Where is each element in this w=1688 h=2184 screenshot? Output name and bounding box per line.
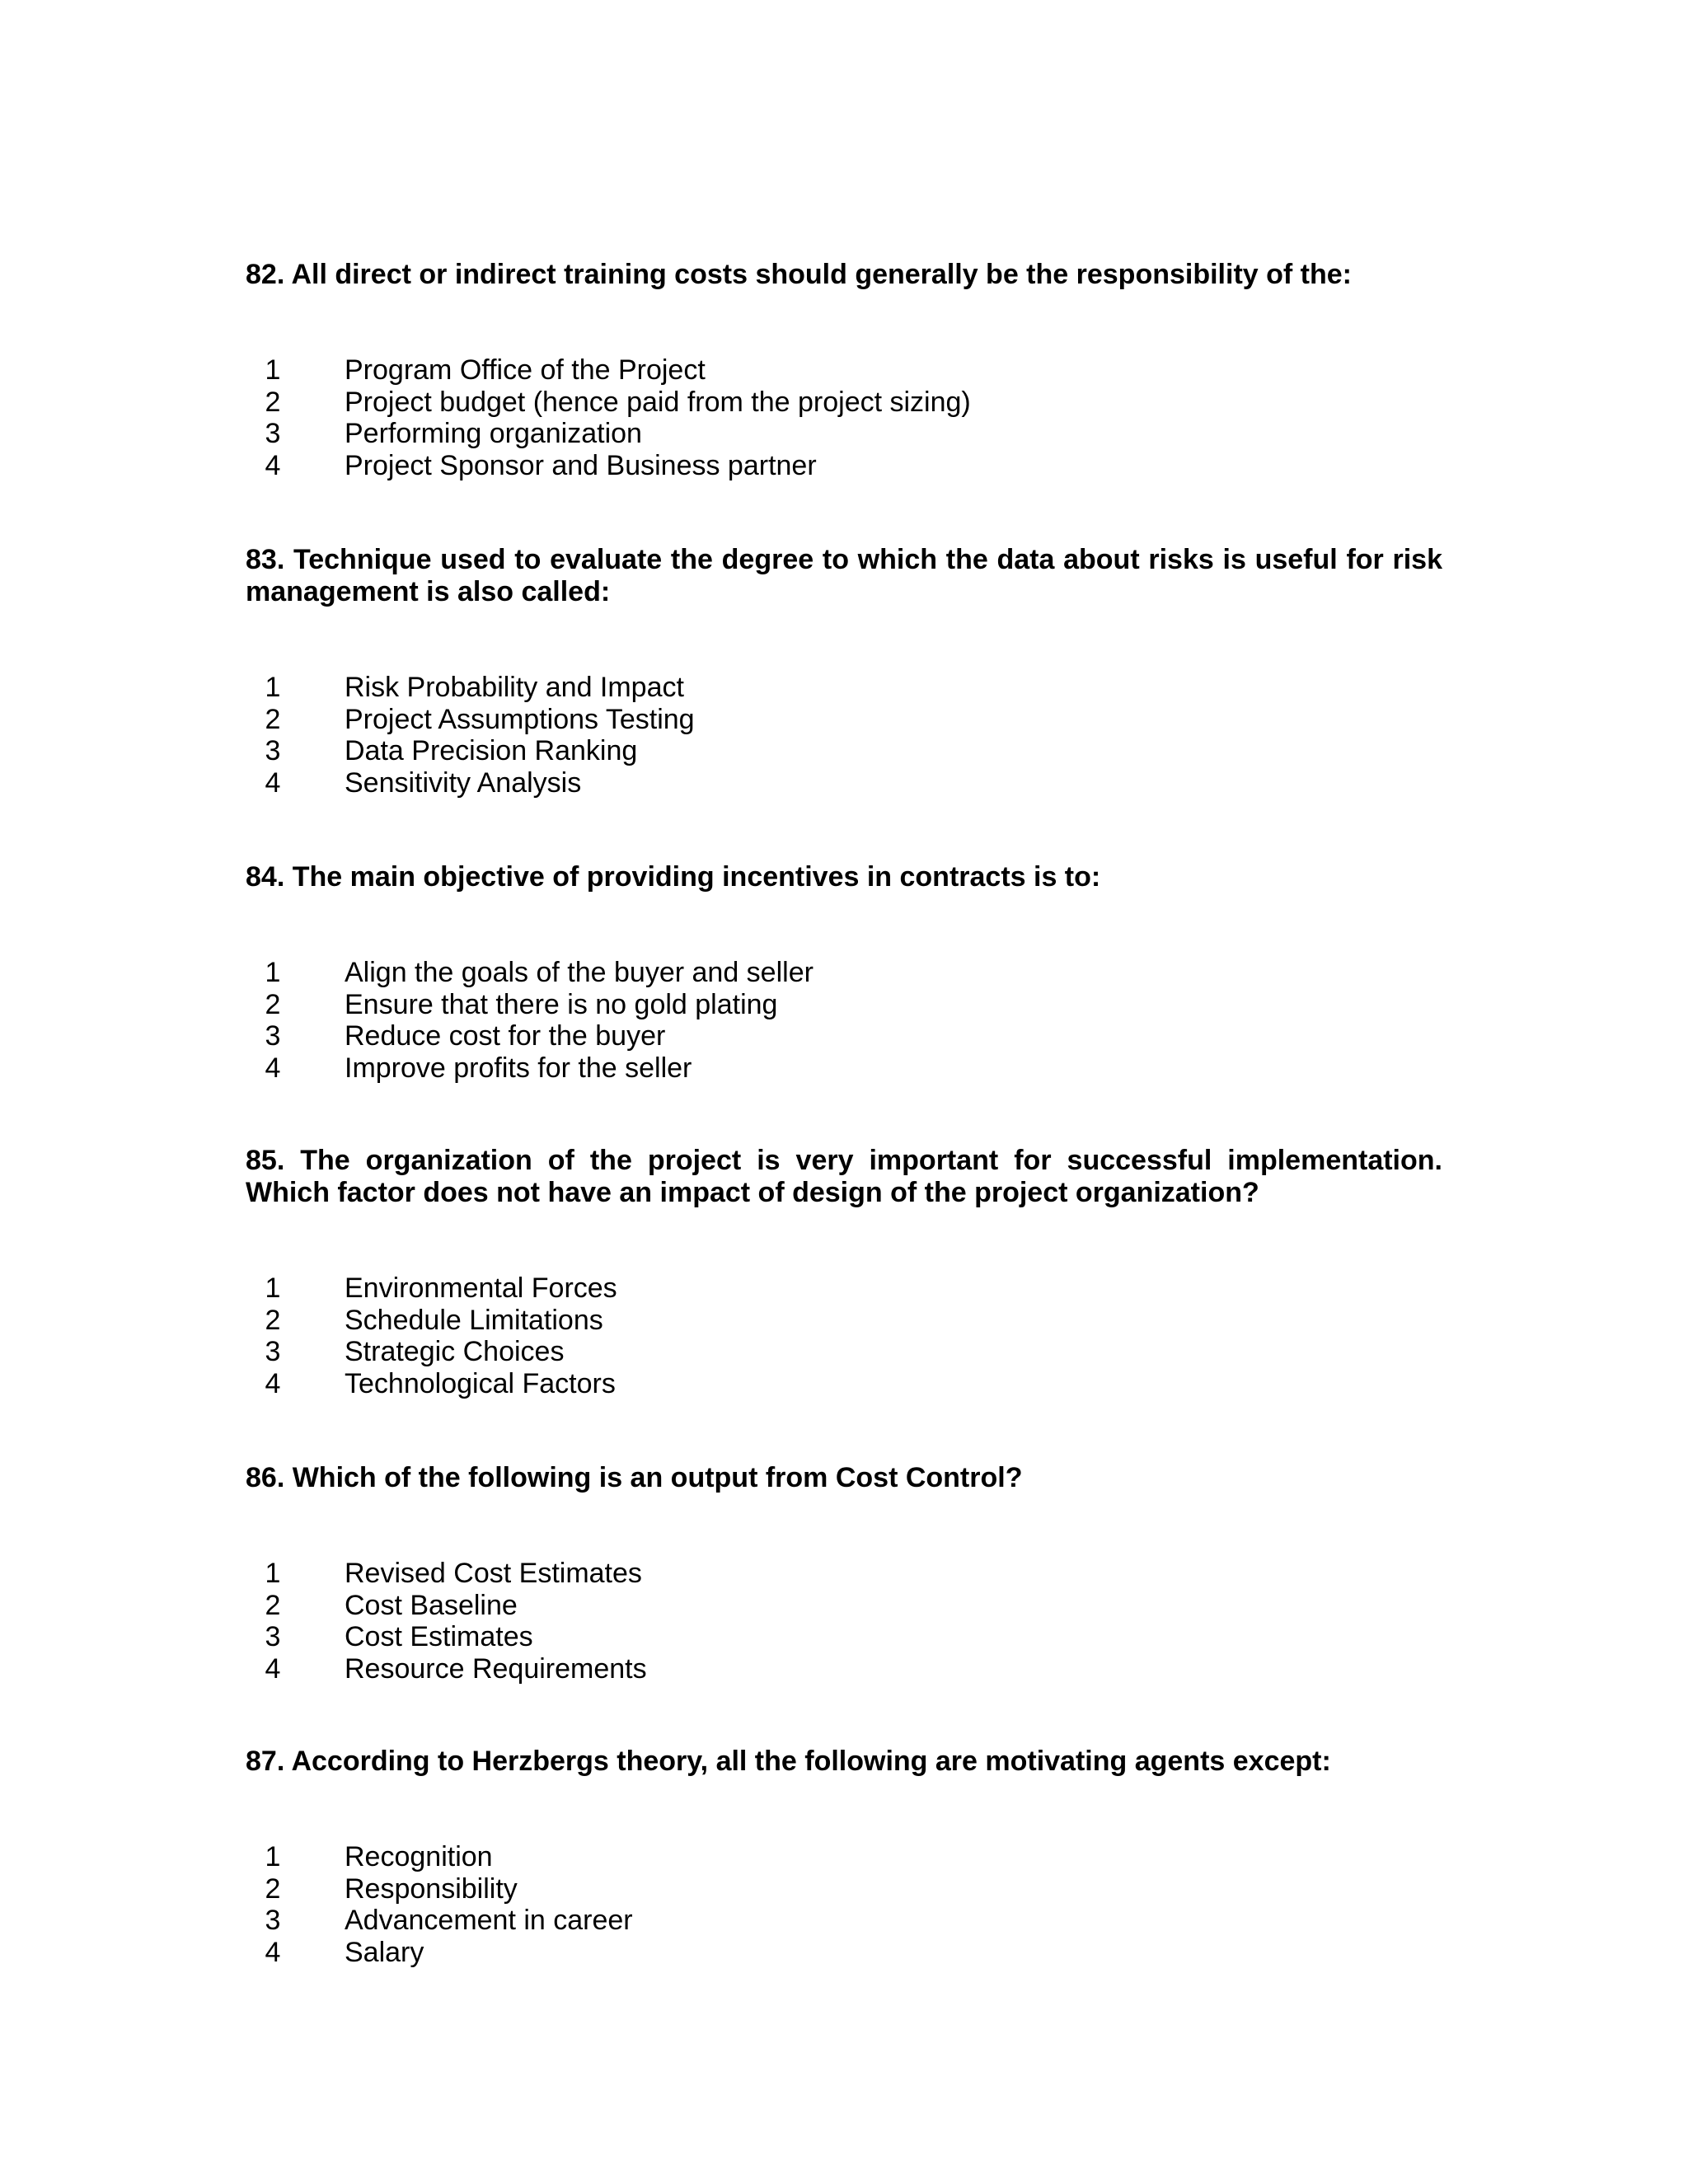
- question-84: [246, 861, 1442, 1084]
- question-title: 87. According to Herzbergs theory, all the following are motivating agents except:: [246, 1746, 1331, 1777]
- answer-option: [246, 704, 1442, 736]
- answer-options: [246, 1558, 1442, 1685]
- answer-option: [246, 1305, 1442, 1337]
- answer-option: [246, 735, 1442, 767]
- option-text: Cost Estimates: [345, 1621, 533, 1652]
- question-title: 84. The main objective of providing incentives in contracts is to:: [246, 861, 1101, 893]
- answer-option: [246, 957, 1442, 989]
- option-number: 2: [265, 1589, 281, 1621]
- option-number: 3: [265, 1905, 281, 1936]
- option-text: Performing organization: [345, 418, 642, 449]
- option-text: Technological Factors: [345, 1367, 616, 1399]
- option-text: Project Assumptions Testing: [345, 703, 695, 735]
- option-text: Project Sponsor and Business partner: [345, 449, 817, 481]
- option-number: 4: [265, 449, 281, 481]
- option-number: 2: [265, 1304, 281, 1336]
- option-number: 3: [265, 418, 281, 449]
- option-text: Align the goals of the buyer and seller: [345, 957, 814, 988]
- answer-option: [246, 1905, 1442, 1937]
- option-text: Responsibility: [345, 1872, 518, 1905]
- option-text: Data Precision Ranking: [345, 735, 638, 766]
- answer-option: [246, 1020, 1442, 1052]
- option-text: Project budget (hence paid from the project sizing): [345, 386, 971, 418]
- question-87: [246, 1746, 1442, 1968]
- option-text: Resource Requirements: [345, 1652, 647, 1685]
- question-title: 82. All direct or indirect training costs should generally be the responsibility of the:: [246, 259, 1352, 290]
- option-number: 1: [265, 672, 281, 703]
- answer-option: [246, 450, 1442, 482]
- option-number: 3: [265, 1020, 281, 1052]
- answer-options: [246, 1272, 1442, 1399]
- answer-option: [246, 1368, 1442, 1400]
- option-number: 2: [265, 386, 281, 418]
- answer-option: [246, 1590, 1442, 1622]
- question-title: 83. Technique used to evaluate the degree to which the data about risks is useful for risk management is also called:: [246, 544, 1442, 607]
- answer-option: [246, 1841, 1442, 1873]
- option-number: 2: [265, 988, 281, 1020]
- option-number: 3: [265, 735, 281, 766]
- option-number: 1: [265, 354, 281, 386]
- answer-option: [246, 1873, 1442, 1905]
- option-text: Salary: [345, 1936, 424, 1968]
- answer-option: [246, 989, 1442, 1021]
- option-number: 2: [265, 1872, 281, 1905]
- question-title: 85. The organization of the project is very important for successful implementation. Which factor does not have an impact of design of the project organization?: [246, 1145, 1442, 1208]
- option-number: 1: [265, 1841, 281, 1872]
- answer-option: [246, 767, 1442, 799]
- question-86: [246, 1462, 1442, 1685]
- answer-option: [246, 354, 1442, 387]
- option-number: 4: [265, 1936, 281, 1968]
- option-number: 4: [265, 1052, 281, 1084]
- option-text: Cost Baseline: [345, 1589, 518, 1621]
- option-text: Risk Probability and Impact: [345, 672, 684, 703]
- answer-options: [246, 957, 1442, 1084]
- option-text: Recognition: [345, 1841, 493, 1872]
- option-number: 1: [265, 1272, 281, 1304]
- option-number: 4: [265, 1652, 281, 1685]
- option-number: 3: [265, 1621, 281, 1652]
- option-number: 1: [265, 957, 281, 988]
- answer-option: [246, 1336, 1442, 1368]
- option-text: Environmental Forces: [345, 1272, 617, 1304]
- option-text: Ensure that there is no gold plating: [345, 988, 778, 1020]
- question-82: [246, 259, 1442, 481]
- answer-option: [246, 1052, 1442, 1085]
- answer-options: [246, 672, 1442, 799]
- answer-option: [246, 418, 1442, 450]
- option-text: Strategic Choices: [345, 1336, 565, 1367]
- option-number: 4: [265, 766, 281, 799]
- option-text: Reduce cost for the buyer: [345, 1020, 666, 1052]
- option-text: Advancement in career: [345, 1905, 633, 1936]
- question-85: [246, 1145, 1442, 1399]
- answer-options: [246, 354, 1442, 481]
- answer-option: [246, 1558, 1442, 1590]
- answer-option: [246, 672, 1442, 704]
- option-text: Improve profits for the seller: [345, 1052, 692, 1084]
- answer-options: [246, 1841, 1442, 1968]
- answer-option: [246, 1937, 1442, 1969]
- answer-option: [246, 387, 1442, 419]
- option-text: Revised Cost Estimates: [345, 1558, 642, 1589]
- option-text: Sensitivity Analysis: [345, 766, 582, 799]
- answer-option: [246, 1272, 1442, 1305]
- option-number: 2: [265, 703, 281, 735]
- option-text: Program Office of the Project: [345, 354, 706, 386]
- option-number: 1: [265, 1558, 281, 1589]
- answer-option: [246, 1653, 1442, 1685]
- question-title: 86. Which of the following is an output from Cost Control?: [246, 1462, 1023, 1493]
- option-number: 4: [265, 1367, 281, 1399]
- question-83: [246, 544, 1442, 799]
- option-number: 3: [265, 1336, 281, 1367]
- answer-option: [246, 1621, 1442, 1653]
- option-text: Schedule Limitations: [345, 1304, 603, 1336]
